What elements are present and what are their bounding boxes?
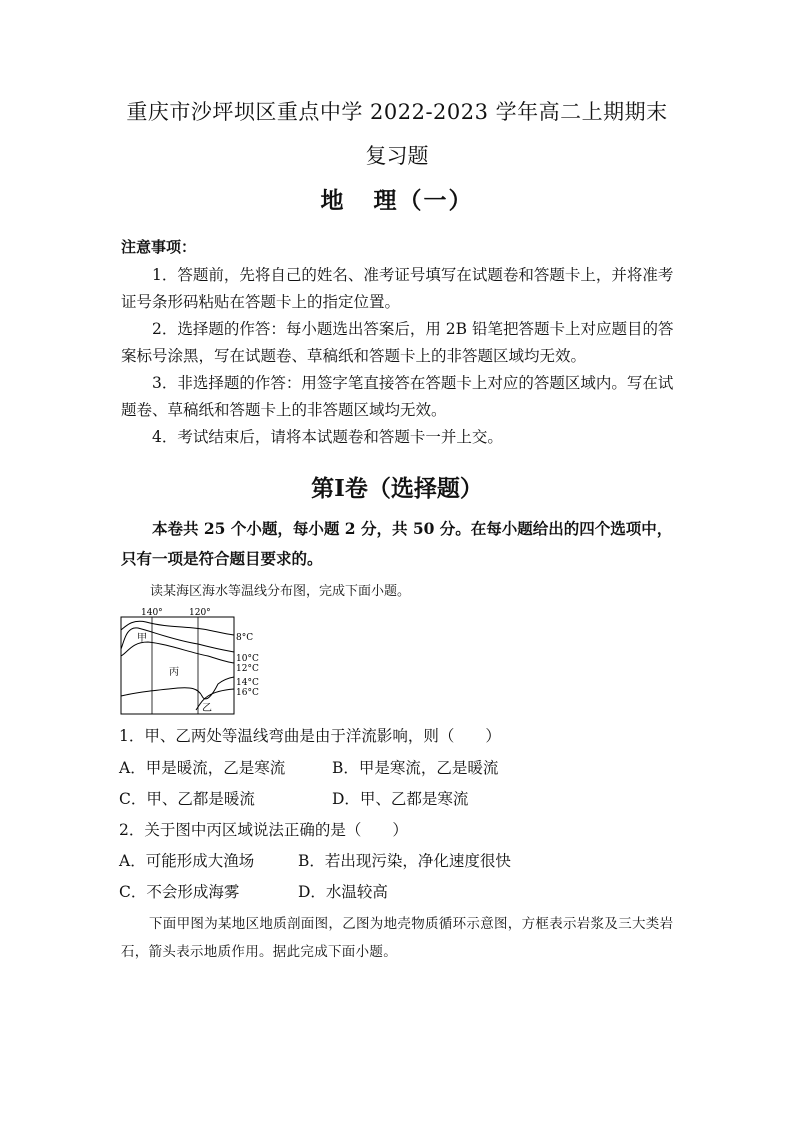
- isotherm-label-14: 14°C: [236, 678, 259, 688]
- question-2-option-c[interactable]: C．不会形成海雾: [119, 883, 240, 901]
- longitude-label-140: 140°: [141, 608, 163, 618]
- question-1-stem: 1．甲、乙两处等温线弯曲是由于洋流影响，则（ ）: [119, 727, 501, 745]
- next-question-intro: 下面甲图为某地区地质剖面图，乙图为地壳物质循环示意图，方框表示岩浆及三大类岩石，箭头表示地质作用。据此完成下面小题。: [121, 916, 674, 960]
- question-2-option-a[interactable]: A．可能形成大渔场: [119, 852, 255, 870]
- question-2-option-d[interactable]: D．水温较高: [298, 883, 388, 901]
- subject-title-part2: 理（一）: [373, 187, 474, 214]
- notice-item-1: 1．答题前，先将自己的姓名、准考证号填写在试题卷和答题卡上，并将准考证号条形码粘贴在答题卡上的指定位置。: [121, 266, 674, 311]
- isotherm-label-8: 8°C: [236, 633, 254, 643]
- figure-caption: 读某海区海水等温线分布图，完成下面小题。: [150, 584, 411, 599]
- section-title: 第Ⅰ卷（选择题）: [311, 475, 483, 502]
- exam-title-line1: 重庆市沙坪坝区重点中学 2022-2023 学年高二上期期末: [126, 100, 668, 124]
- question-1-option-c[interactable]: C．甲、乙都是暖流: [119, 790, 255, 808]
- question-2-stem: 2．关于图中丙区域说法正确的是（ ）: [119, 821, 408, 839]
- question-1-option-a[interactable]: A．甲是暖流，乙是寒流: [119, 759, 286, 777]
- isotherm-label-16: 16°C: [236, 688, 259, 698]
- isotherm-label-12: 12°C: [236, 664, 259, 674]
- isotherm-label-10: 10°C: [236, 654, 259, 664]
- question-2-option-b[interactable]: B．若出现污染，净化速度很快: [298, 852, 511, 870]
- question-1-option-d[interactable]: D．甲、乙都是寒流: [332, 790, 469, 808]
- isotherm-figure: [118, 604, 278, 716]
- region-label-bing: 丙: [169, 667, 179, 678]
- notice-heading: 注意事项：: [121, 238, 197, 256]
- region-label-yi: 乙: [202, 703, 212, 714]
- question-1-option-b[interactable]: B．甲是寒流，乙是暖流: [332, 759, 499, 777]
- section-intro: 本卷共 25 个小题，每小题 2 分，共 50 分。在每小题给出的四个选项中，只有一项是符合题目要求的。: [121, 519, 673, 568]
- notice-item-2: 2．选择题的作答：每小题选出答案后，用 2B 铅笔把答题卡上对应题目的答案标号涂黑，写在试题卷、草稿纸和答题卡上的非答题区域均无效。: [121, 320, 674, 365]
- region-label-jia: 甲: [137, 633, 147, 644]
- isotherm-12: [121, 642, 234, 663]
- isotherm-14: [121, 677, 234, 699]
- exam-title-line2: 复习题: [365, 144, 429, 168]
- notice-item-3: 3．非选择题的作答：用签字笔直接答在答题卡上对应的答题区域内。写在试题卷、草稿纸和答题卡上的非答题区域均无效。: [121, 374, 674, 419]
- subject-title-part1: 地: [320, 187, 346, 214]
- subject-title: [0, 182, 794, 215]
- longitude-label-120: 120°: [189, 608, 211, 618]
- notice-item-4: 4．考试结束后，请将本试题卷和答题卡一并上交。: [152, 428, 503, 446]
